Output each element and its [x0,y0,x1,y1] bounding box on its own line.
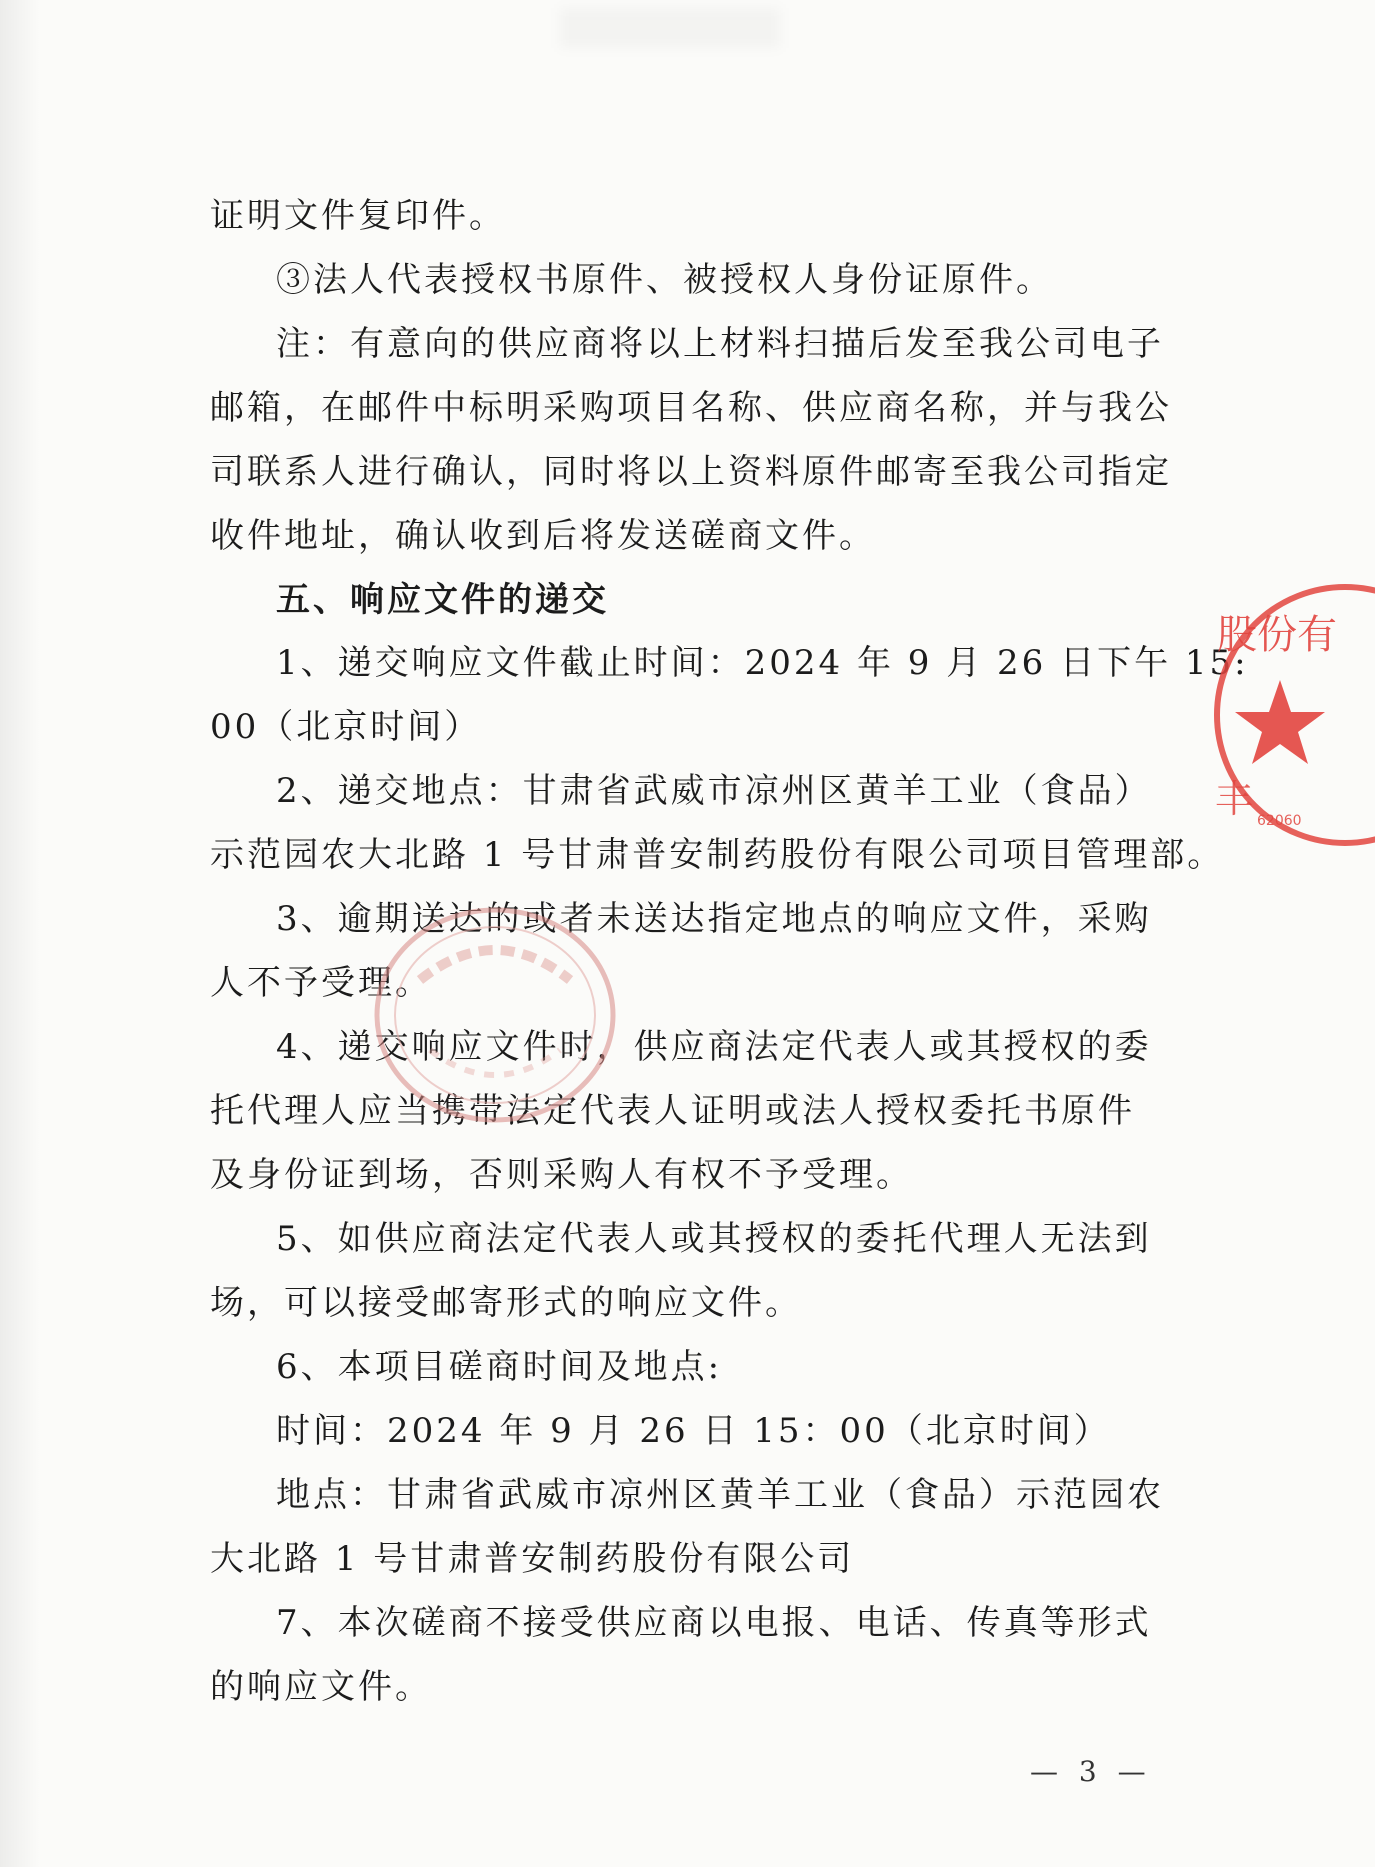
svg-text:62060: 62060 [1257,813,1302,829]
seal-star-icon [1235,680,1325,764]
text-line: 注：有意向的供应商将以上材料扫描后发至我公司电子 [276,324,1164,364]
section-heading: 五、响应文件的递交 [276,580,609,620]
text-line: ③法人代表授权书原件、被授权人身份证原件。 [276,260,1053,300]
text-line: 人不予受理。 [210,963,432,1003]
text-line: 收件地址，确认收到后将发送磋商文件。 [210,516,876,556]
text-line: 6、本项目磋商时间及地点: [276,1347,723,1387]
bleed-through-mark [560,8,780,48]
text-line: 司联系人进行确认，同时将以上资料原件邮寄至我公司指定 [210,452,1172,492]
text-line: 00（北京时间） [210,707,482,747]
text-line: 7、本次磋商不接受供应商以电报、电话、传真等形式 [276,1603,1152,1643]
text-line: 地点：甘肃省武威市凉州区黄羊工业（食品）示范园农 [276,1475,1164,1515]
text-line: 5、如供应商法定代表人或其授权的委托代理人无法到 [276,1219,1152,1259]
text-line: 1、递交响应文件截止时间：2024 年 9 月 26 日下午 15: [276,643,1249,683]
text-line: 邮箱，在邮件中标明采购项目名称、供应商名称，并与我公 [210,388,1172,428]
text-line: 及身份证到场，否则采购人有权不予受理。 [210,1155,913,1195]
text-line: 场，可以接受邮寄形式的响应文件。 [210,1283,802,1323]
company-seal [1205,580,1375,850]
text-line: 时间：2024 年 9 月 26 日 15：00（北京时间） [276,1411,1111,1451]
text-line: 托代理人应当携带法定代表人证明或法人授权委托书原件 [210,1091,1135,1131]
faded-seal [360,900,630,1130]
text-line: 2、递交地点：甘肃省武威市凉州区黄羊工业（食品） [276,771,1152,811]
svg-text:股份有: 股份有 [1217,612,1337,658]
page-number: — 3 — [1030,1755,1152,1788]
text-line: 示范园农大北路 1 号甘肃普安制药股份有限公司项目管理部。 [210,835,1225,875]
scan-edge-shadow [0,0,40,1867]
text-line: 证明文件复印件。 [210,196,506,236]
svg-text:丰: 丰 [1215,777,1254,821]
text-line: 大北路 1 号甘肃普安制药股份有限公司 [210,1539,855,1579]
text-line: 的响应文件。 [210,1667,432,1707]
text-line: 3、逾期送达的或者未送达指定地点的响应文件，采购 [276,899,1152,939]
text-line: 4、递交响应文件时，供应商法定代表人或其授权的委 [276,1027,1152,1067]
